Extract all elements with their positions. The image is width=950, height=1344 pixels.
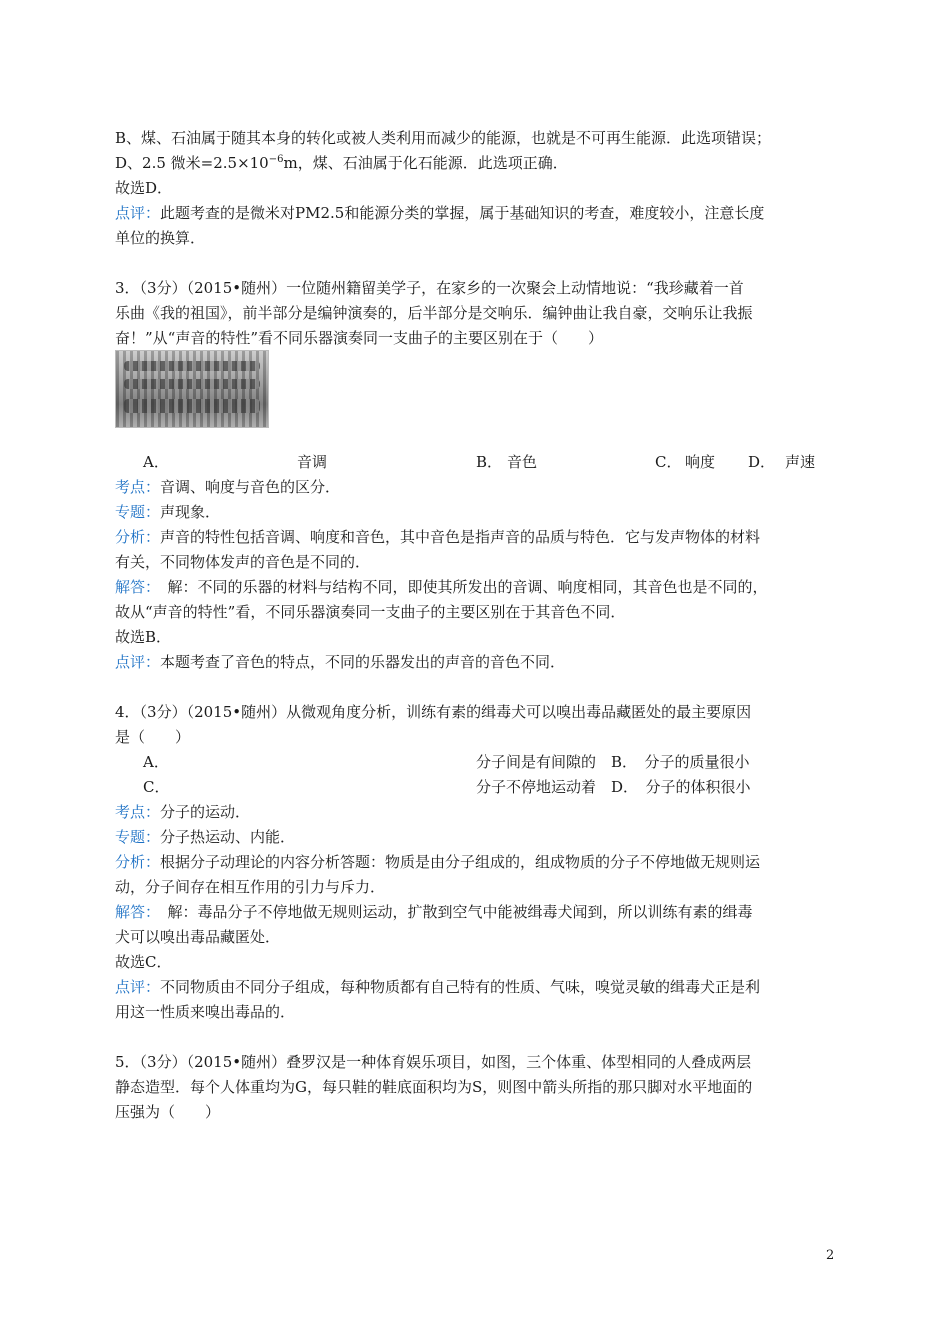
q3-option-c-text: 响度 [685,453,716,471]
q3-fenxi: 分析：声音的特性包括音调、响度和音色，其中音色是指声音的品质与特色．它与发声物体的材料 [115,528,761,546]
q3-jieda-cont: 故从“声音的特性”看，不同乐器演奏同一支曲子的主要区别在于其音色不同． [115,603,626,621]
q4-zhuanti: 专题：分子热运动、内能． [115,828,296,846]
q3-jieda: 解答： 解：不同的乐器的材料与结构不同，即使其所发出的音调、响度相同，其音色也是不同的， [115,578,768,596]
q3-option-d-text: 声速 [785,453,816,471]
q3-stem-2: 乐曲《我的祖国》，前半部分是编钟演奏的，后半部分是交响乐．编钟曲让我自豪，交响乐让我振 [115,304,753,322]
q4-option-c-text: 分子不停地运动着 [476,778,597,796]
q2-option-b-analysis: B、煤、石油属于随其本身的转化或被人类利用而减少的能源，也就是不可再生能源．此选项错误； [115,129,772,147]
q3-dianping: 点评：本题考查了音色的特点，不同的乐器发出的声音的音色不同． [115,653,566,671]
q5-stem: 5．（3分）（2015•随州）叠罗汉是一种体育娱乐项目，如图，三个体重、体型相同的人叠成两层 [115,1053,752,1071]
q3-stem: 3．（3分）（2015•随州）一位随州籍留美学子，在家乡的一次聚会上动情地说：“我珍藏着一首 [115,279,744,297]
q4-stem-2: 是（ ） [115,728,191,746]
q3-option-b-text: 音色 [507,453,538,471]
q3-kaodian: 考点：音调、响度与音色的区分． [115,478,341,496]
q3-option-c-letter: C． [655,453,682,471]
q4-stem: 4．（3分）（2015•随州）从微观角度分析，训练有素的缉毒犬可以嗅出毒品藏匿处的最主要原因 [115,703,752,721]
q3-option-a-letter: A． [143,453,169,471]
q4-fenxi: 分析：根据分子动理论的内容分析答题：物质是由分子组成的，组成物质的分子不停地做无规则运 [115,853,761,871]
q4-answer: 故选C． [115,953,172,971]
q4-dianping-cont: 用这一性质来嗅出毒品的． [115,1003,296,1021]
q3-option-b-letter: B． [476,453,503,471]
q4-dianping: 点评：不同物质由不同分子组成，每种物质都有自己特有的性质、气味，嗅觉灵敏的缉毒犬正是利 [115,978,761,996]
q4-jieda: 解答： 解：毒品分子不停地做无规则运动，扩散到空气中能被缉毒犬闻到，所以训练有素的缉毒 [115,903,753,921]
q4-option-a-text: 分子间是有间隙的 [476,753,597,771]
q3-answer: 故选B． [115,628,172,646]
q3-option-d-letter: D． [748,453,776,471]
q4-option-d: D． 分子的体积很小 [611,778,751,796]
q3-option-a-text: 音调 [297,453,328,471]
q4-option-c-letter: C． [143,778,170,796]
page-number: 2 [826,1248,835,1263]
q4-option-b: B． 分子的质量很小 [611,753,750,771]
comment-label: 点评： [115,204,161,222]
q2-comment: 点评：此题考查的是微米对PM2.5和能源分类的掌握，属于基础知识的考查，难度较小，注意长度 [115,204,765,222]
q2-answer: 故选D． [115,179,173,197]
q5-stem-2: 静态造型．每个人体重均为G，每只鞋的鞋底面积均为S，则图中箭头所指的那只脚对水平地面的 [115,1078,753,1096]
q2-comment-cont: 单位的换算． [115,229,206,247]
q3-fenxi-cont: 有关，不同物体发声的音色是不同的． [115,553,371,571]
q3-stem-3: 奋！”从“声音的特性”看不同乐器演奏同一支曲子的主要区别在于（ ） [115,329,604,347]
q4-jieda-cont: 犬可以嗅出毒品藏匿处． [115,928,281,946]
bianzhong-photo [115,350,269,428]
q5-stem-3: 压强为（ ） [115,1103,221,1121]
q4-kaodian: 考点：分子的运动． [115,803,251,821]
q3-zhuanti: 专题：声现象． [115,503,221,521]
q4-fenxi-cont: 动，分子间存在相互作用的引力与斥力． [115,878,386,896]
q2-option-d-analysis: D、2.5 微米$=2.5\times 10^{-6}m$，煤、石油属于化石能源．此选项正确． [115,154,568,172]
q4-option-a-letter: A． [143,753,169,771]
